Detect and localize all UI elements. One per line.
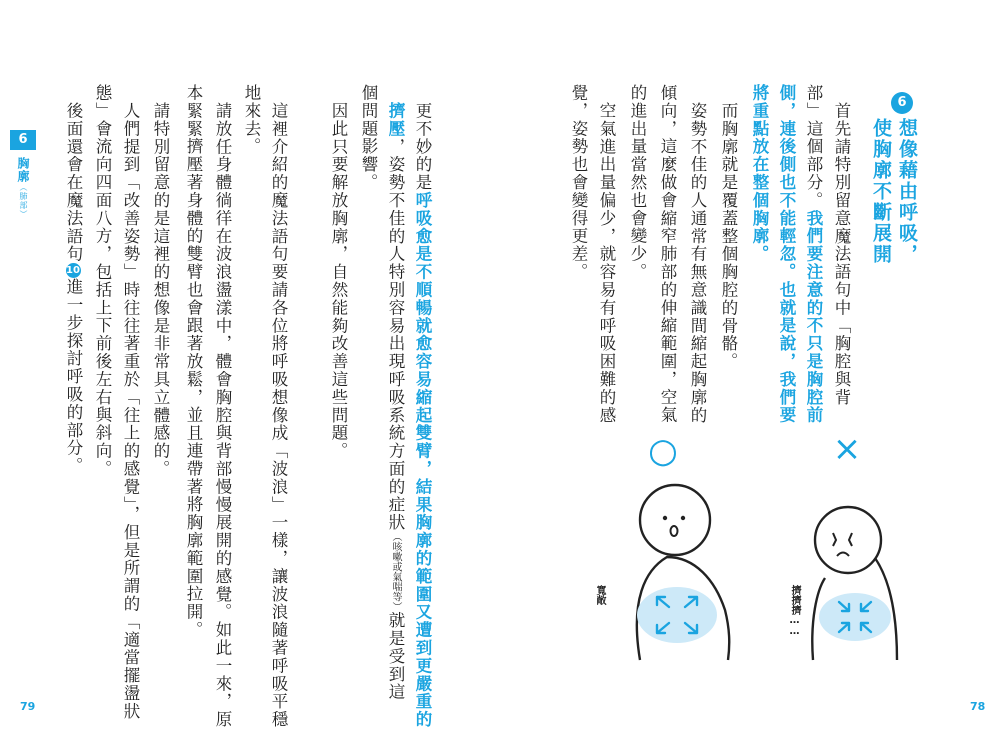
heading-number-badge: 6 (891, 92, 913, 114)
heading-line-1: 想像藉由呼吸， (896, 118, 918, 265)
text-run: 就是受到這 (386, 611, 405, 702)
body-column-3: 個問題影響。 (359, 84, 378, 192)
body-column-12 (63, 102, 84, 475)
text-run: 更不妙的是 (413, 102, 432, 192)
text-run: 部」這個部分。 (804, 84, 823, 210)
phrase-number-badge: 10 (66, 265, 80, 277)
good-head (640, 485, 710, 555)
good-chest (637, 587, 717, 643)
left-page (0, 0, 499, 734)
body-column-5: 而胸廓就是覆蓋整個胸腔的骨骼。 (719, 102, 738, 371)
body-column-6: 地來去。 (242, 84, 261, 156)
bad-mark: × (832, 430, 862, 469)
body-column-1: 首先請特別留意魔法語句中「胸腔與背 (832, 102, 851, 407)
posture-comparison-figure (585, 430, 915, 670)
body-column-1 (412, 102, 433, 729)
body-column-10: 人們提到「改善姿勢」時往往著重於「往上的感覺」，但是所謂的「適當擺盪狀 (121, 102, 140, 721)
body-column-4: 將重點放在整個胸廓。 (750, 84, 769, 263)
chapter-tab: 6 (10, 130, 36, 150)
body-column-7: 請放任身體徜徉在波浪盪漾中，體會胸腔與背部慢慢展開的感覺。如此一來，原 (213, 102, 232, 729)
right-page (500, 0, 999, 734)
page-number: 79 (20, 700, 36, 713)
text-run: 後面還會在魔法語句 (64, 102, 83, 264)
body-column-3: 側，連後側也不能輕忽。也就是說，我們要 (777, 84, 796, 425)
note-text: （咳嗽或氣喘等） (390, 531, 401, 612)
emphasis-text: 呼吸愈是不順暢就愈容易縮起雙臂，結果胸廓的範圍又遭到更嚴重的 (413, 191, 432, 729)
chapter-label-main: 胸廓 (16, 157, 30, 183)
good-eye (663, 516, 667, 520)
body-column-11: 態」會流向四面八方，包括上下前後左右與斜向。 (93, 84, 112, 478)
good-mark: ○ (648, 431, 678, 471)
text-run: ，姿勢不佳的人特別容易出現呼吸系統方面的症狀 (386, 137, 405, 532)
body-column-10: 覺，姿勢也會變得更差。 (569, 84, 588, 281)
bad-chest (819, 593, 891, 641)
chapter-label-sub: （肺部） (19, 183, 28, 219)
body-column-9: 空氣進出量偏少，就容易有呼吸困難的感 (597, 102, 616, 425)
bad-posture-figure (812, 430, 897, 660)
bad-label: 擠擠擠…… (789, 585, 800, 637)
body-column-2 (385, 102, 406, 701)
body-column-2 (803, 84, 824, 424)
good-mouth (671, 526, 678, 536)
body-column-5: 這裡介紹的魔法語句要請各位將呼吸想像成「波浪」一樣，讓波浪隨著呼吸平穩 (269, 102, 288, 729)
emphasis-text: 擠壓 (386, 102, 405, 138)
body-column-8: 的進出量當然也會變少。 (628, 84, 647, 281)
chapter-label (15, 157, 32, 219)
good-posture-figure (637, 431, 729, 660)
good-eye (681, 516, 685, 520)
body-column-8: 本緊緊擠壓著身體的雙臂也會跟著放鬆，並且連帶著將胸廓範圍拉開。 (184, 84, 203, 639)
body-column-7: 傾向，這麼做會縮窄肺部的伸縮範圍，空氣 (658, 84, 677, 425)
page-number: 78 (970, 700, 986, 713)
text-run: 進一步探討呼吸的部分。 (64, 278, 83, 476)
good-label: 寬敞 (594, 585, 605, 605)
body-column-6: 姿勢不佳的人通常有無意識間縮起胸廓的 (688, 102, 707, 425)
body-column-9: 請特別留意的是這裡的想像是非常具立體感的。 (151, 102, 170, 478)
body-column-4: 因此只要解放胸廓，自然能夠改善這些問題。 (329, 102, 348, 460)
heading-line-2: 使胸廓不斷展開 (870, 118, 892, 265)
emphasis-text: 我們要注意的不只是胸腔前 (804, 209, 823, 425)
